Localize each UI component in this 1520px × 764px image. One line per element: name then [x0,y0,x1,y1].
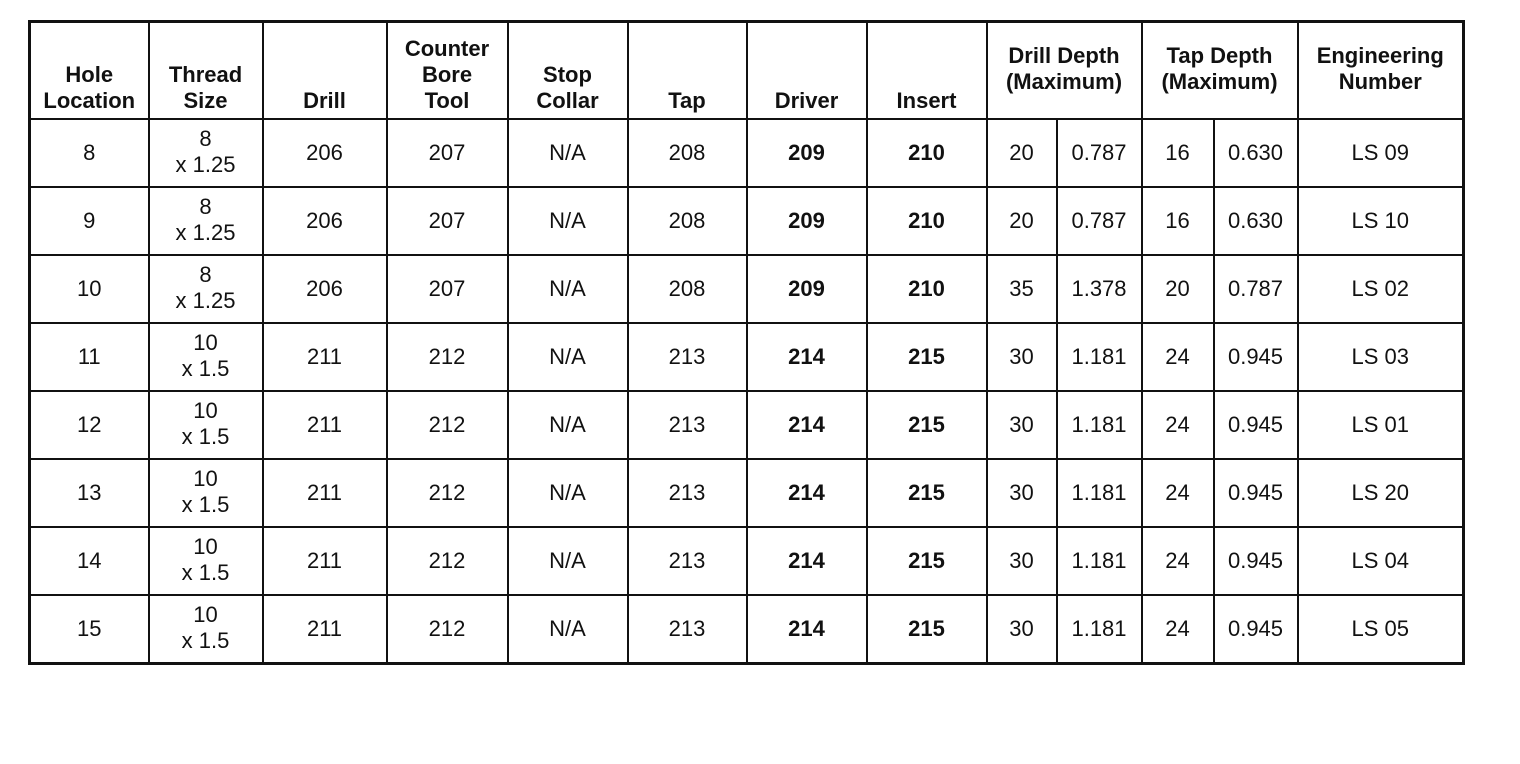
header-row [30,22,1464,120]
cell-counter-bore-tool: 212 [387,595,508,664]
header-insert: Insert [867,22,987,120]
cell-hole-location: 14 [30,527,149,595]
cell-tap-depth-in: 0.945 [1214,459,1298,527]
cell-tap-depth-mm: 24 [1142,459,1214,527]
cell-tap-depth-mm: 24 [1142,527,1214,595]
cell-stop-collar: N/A [508,527,628,595]
cell-insert: 215 [867,527,987,595]
cell-tap: 208 [628,255,747,323]
cell-hole-location: 12 [30,391,149,459]
table-row [30,527,1464,595]
cell-drill: 211 [263,323,387,391]
cell-hole-location: 9 [30,187,149,255]
table-row [30,391,1464,459]
cell-tap-depth-mm: 16 [1142,187,1214,255]
cell-thread-size [149,255,263,323]
cell-thread-size [149,187,263,255]
cell-hole-location: 13 [30,459,149,527]
cell-counter-bore-tool: 212 [387,459,508,527]
thread-diameter: 10 [193,466,218,491]
cell-tap: 213 [628,595,747,664]
cell-tap-depth-in: 0.945 [1214,595,1298,664]
cell-driver: 209 [747,255,867,323]
cell-engineering-number: LS 04 [1298,527,1464,595]
cell-counter-bore-tool: 212 [387,391,508,459]
cell-thread-size [149,459,263,527]
cell-engineering-number: LS 10 [1298,187,1464,255]
table-header [30,22,1464,120]
thread-diameter: 10 [193,534,218,559]
cell-tap-depth-in: 0.630 [1214,187,1298,255]
cell-engineering-number: LS 03 [1298,323,1464,391]
thread-diameter: 10 [193,398,218,423]
header-hole-location: Hole Location [30,22,149,120]
header-drill: Drill [263,22,387,120]
table-row [30,187,1464,255]
table-row [30,459,1464,527]
thread-pitch: x 1.5 [181,628,230,653]
cell-stop-collar: N/A [508,187,628,255]
cell-drill-depth-mm: 30 [987,391,1057,459]
cell-tap-depth-mm: 20 [1142,255,1214,323]
cell-tap: 213 [628,459,747,527]
cell-drill-depth-mm: 30 [987,459,1057,527]
cell-thread-size [149,119,263,187]
cell-drill: 206 [263,187,387,255]
cell-engineering-number: LS 01 [1298,391,1464,459]
header-thread-size: Thread Size [149,22,263,120]
cell-drill-depth-in: 1.181 [1057,323,1142,391]
cell-engineering-number: LS 09 [1298,119,1464,187]
cell-counter-bore-tool: 207 [387,187,508,255]
thread-diameter: 8 [199,194,212,219]
thread-pitch: x 1.5 [181,492,230,517]
cell-drill-depth-mm: 30 [987,595,1057,664]
cell-drill-depth-in: 0.787 [1057,187,1142,255]
cell-hole-location: 10 [30,255,149,323]
header-driver: Driver [747,22,867,120]
cell-engineering-number: LS 20 [1298,459,1464,527]
cell-tap: 213 [628,323,747,391]
cell-insert: 215 [867,595,987,664]
cell-drill: 206 [263,255,387,323]
cell-hole-location: 11 [30,323,149,391]
cell-drill-depth-mm: 30 [987,323,1057,391]
thread-pitch: x 1.25 [175,152,236,177]
cell-insert: 210 [867,119,987,187]
thread-pitch: x 1.25 [175,220,236,245]
thread-pitch: x 1.5 [181,356,230,381]
cell-driver: 209 [747,119,867,187]
cell-tap-depth-in: 0.945 [1214,527,1298,595]
cell-drill-depth-mm: 20 [987,119,1057,187]
cell-drill-depth-in: 1.378 [1057,255,1142,323]
cell-hole-location: 8 [30,119,149,187]
header-tap: Tap [628,22,747,120]
cell-drill: 211 [263,459,387,527]
cell-stop-collar: N/A [508,323,628,391]
cell-tap-depth-in: 0.945 [1214,323,1298,391]
cell-tap-depth-mm: 24 [1142,323,1214,391]
table-body [30,119,1464,664]
cell-tap: 208 [628,187,747,255]
cell-tap-depth-in: 0.787 [1214,255,1298,323]
table-row [30,119,1464,187]
cell-insert: 215 [867,323,987,391]
cell-drill: 211 [263,527,387,595]
table-row [30,595,1464,664]
cell-counter-bore-tool: 212 [387,527,508,595]
tooling-spec-table [28,20,1465,665]
thread-pitch: x 1.25 [175,288,236,313]
cell-drill: 206 [263,119,387,187]
cell-tap: 213 [628,527,747,595]
cell-stop-collar: N/A [508,391,628,459]
cell-driver: 214 [747,527,867,595]
cell-insert: 210 [867,255,987,323]
header-tap-depth: Tap Depth (Maximum) [1142,22,1298,120]
cell-tap-depth-in: 0.630 [1214,119,1298,187]
table-row [30,323,1464,391]
thread-diameter: 8 [199,262,212,287]
cell-drill-depth-mm: 35 [987,255,1057,323]
cell-thread-size [149,323,263,391]
header-counter-bore-tool: Counter Bore Tool [387,22,508,120]
cell-engineering-number: LS 02 [1298,255,1464,323]
header-stop-collar: Stop Collar [508,22,628,120]
cell-counter-bore-tool: 207 [387,255,508,323]
cell-insert: 215 [867,391,987,459]
cell-drill-depth-mm: 30 [987,527,1057,595]
cell-tap: 208 [628,119,747,187]
cell-drill: 211 [263,391,387,459]
cell-driver: 209 [747,187,867,255]
cell-hole-location: 15 [30,595,149,664]
cell-tap-depth-mm: 16 [1142,119,1214,187]
cell-insert: 215 [867,459,987,527]
cell-engineering-number: LS 05 [1298,595,1464,664]
cell-stop-collar: N/A [508,595,628,664]
cell-drill: 211 [263,595,387,664]
thread-diameter: 8 [199,126,212,151]
header-drill-depth: Drill Depth (Maximum) [987,22,1142,120]
cell-tap: 213 [628,391,747,459]
cell-thread-size [149,391,263,459]
thread-diameter: 10 [193,330,218,355]
cell-drill-depth-in: 1.181 [1057,459,1142,527]
cell-driver: 214 [747,595,867,664]
cell-driver: 214 [747,391,867,459]
cell-stop-collar: N/A [508,119,628,187]
cell-tap-depth-in: 0.945 [1214,391,1298,459]
cell-stop-collar: N/A [508,255,628,323]
cell-insert: 210 [867,187,987,255]
cell-thread-size [149,595,263,664]
cell-counter-bore-tool: 212 [387,323,508,391]
thread-pitch: x 1.5 [181,424,230,449]
thread-diameter: 10 [193,602,218,627]
cell-drill-depth-mm: 20 [987,187,1057,255]
thread-pitch: x 1.5 [181,560,230,585]
cell-stop-collar: N/A [508,459,628,527]
header-engineering-number: Engineering Number [1298,22,1464,120]
cell-driver: 214 [747,323,867,391]
cell-driver: 214 [747,459,867,527]
cell-drill-depth-in: 0.787 [1057,119,1142,187]
cell-tap-depth-mm: 24 [1142,391,1214,459]
cell-drill-depth-in: 1.181 [1057,391,1142,459]
cell-counter-bore-tool: 207 [387,119,508,187]
table-row [30,255,1464,323]
cell-tap-depth-mm: 24 [1142,595,1214,664]
cell-thread-size [149,527,263,595]
cell-drill-depth-in: 1.181 [1057,595,1142,664]
cell-drill-depth-in: 1.181 [1057,527,1142,595]
